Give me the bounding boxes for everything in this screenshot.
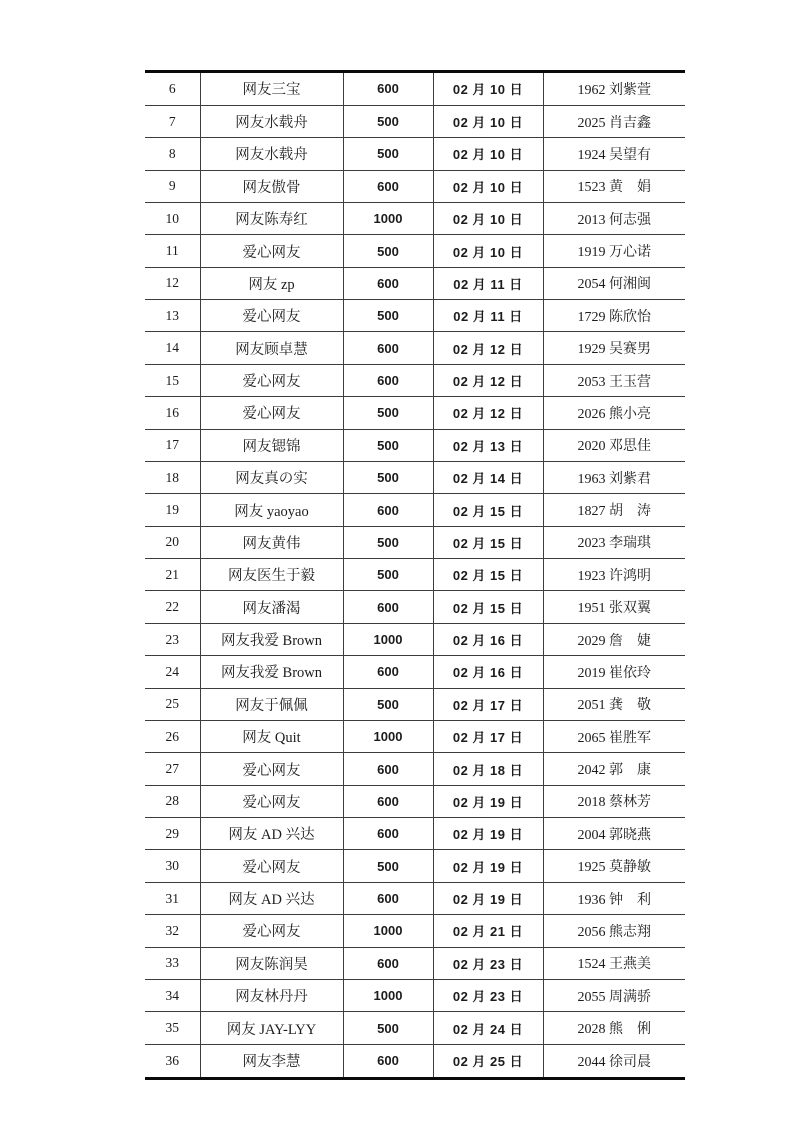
cell-recipient-name: 2025 肖吉鑫 [543,105,685,137]
cell-amount: 1000 [343,720,433,752]
cell-donor-name: 爱心网友 [200,915,343,947]
cell-row-number: 6 [145,72,200,106]
cell-date: 02 月 10 日 [433,170,543,202]
table-row [145,1012,685,1044]
cell-date: 02 月 10 日 [433,138,543,170]
cell-donor-name: 爱心网友 [200,785,343,817]
cell-amount: 600 [343,267,433,299]
table-row [145,494,685,526]
table-row [145,526,685,558]
cell-row-number: 25 [145,688,200,720]
cell-donor-name: 网友医生于毅 [200,559,343,591]
cell-amount: 600 [343,882,433,914]
cell-recipient-name: 2023 李瑞琪 [543,526,685,558]
cell-amount: 600 [343,364,433,396]
cell-amount: 500 [343,559,433,591]
cell-amount: 600 [343,785,433,817]
cell-donor-name: 网友傲骨 [200,170,343,202]
cell-row-number: 20 [145,526,200,558]
cell-date: 02 月 19 日 [433,785,543,817]
cell-date: 02 月 17 日 [433,720,543,752]
cell-donor-name: 网友 zp [200,267,343,299]
cell-amount: 500 [343,138,433,170]
table-row [145,235,685,267]
cell-amount: 600 [343,332,433,364]
cell-donor-name: 网友水载舟 [200,138,343,170]
cell-amount: 1000 [343,915,433,947]
cell-recipient-name: 1827 胡 涛 [543,494,685,526]
table-row [145,364,685,396]
cell-row-number: 23 [145,623,200,655]
cell-amount: 1000 [343,202,433,234]
donation-table [145,70,685,1080]
cell-donor-name: 网友林丹丹 [200,979,343,1011]
cell-row-number: 33 [145,947,200,979]
cell-amount: 600 [343,1044,433,1078]
cell-recipient-name: 1924 吴望有 [543,138,685,170]
cell-row-number: 9 [145,170,200,202]
cell-donor-name: 爱心网友 [200,235,343,267]
table-row [145,429,685,461]
table-row [145,170,685,202]
table-row [145,656,685,688]
table-row [145,688,685,720]
cell-row-number: 34 [145,979,200,1011]
cell-donor-name: 网友陈润昊 [200,947,343,979]
cell-recipient-name: 2019 崔依玲 [543,656,685,688]
cell-row-number: 8 [145,138,200,170]
cell-amount: 500 [343,397,433,429]
table-row [145,623,685,655]
cell-donor-name: 网友我爱 Brown [200,656,343,688]
cell-amount: 600 [343,947,433,979]
cell-recipient-name: 2028 熊 俐 [543,1012,685,1044]
cell-recipient-name: 2053 王玉营 [543,364,685,396]
cell-row-number: 22 [145,591,200,623]
cell-date: 02 月 24 日 [433,1012,543,1044]
cell-date: 02 月 12 日 [433,397,543,429]
cell-amount: 600 [343,72,433,106]
table-row [145,300,685,332]
table-row [145,915,685,947]
cell-date: 02 月 10 日 [433,72,543,106]
table-row [145,850,685,882]
cell-date: 02 月 25 日 [433,1044,543,1078]
cell-donor-name: 网友于佩佩 [200,688,343,720]
cell-date: 02 月 23 日 [433,979,543,1011]
cell-donor-name: 网友锶锦 [200,429,343,461]
cell-donor-name: 网友真の实 [200,461,343,493]
cell-recipient-name: 1524 王燕美 [543,947,685,979]
cell-donor-name: 爱心网友 [200,300,343,332]
cell-donor-name: 网友 JAY-LYY [200,1012,343,1044]
cell-date: 02 月 19 日 [433,882,543,914]
cell-row-number: 19 [145,494,200,526]
cell-date: 02 月 16 日 [433,656,543,688]
cell-recipient-name: 2055 周满骄 [543,979,685,1011]
cell-recipient-name: 1929 吴赛男 [543,332,685,364]
cell-row-number: 35 [145,1012,200,1044]
cell-recipient-name: 1523 黄 娟 [543,170,685,202]
table-row [145,559,685,591]
table-row [145,1044,685,1078]
cell-date: 02 月 15 日 [433,559,543,591]
donation-table-body [145,72,685,1079]
cell-date: 02 月 11 日 [433,300,543,332]
cell-recipient-name: 2029 詹 婕 [543,623,685,655]
cell-recipient-name: 2026 熊小亮 [543,397,685,429]
cell-row-number: 11 [145,235,200,267]
cell-donor-name: 网友黄伟 [200,526,343,558]
cell-date: 02 月 10 日 [433,235,543,267]
cell-amount: 500 [343,526,433,558]
cell-recipient-name: 2042 郭 康 [543,753,685,785]
cell-row-number: 30 [145,850,200,882]
cell-donor-name: 网友顾卓慧 [200,332,343,364]
table-row [145,785,685,817]
table-row [145,720,685,752]
cell-row-number: 14 [145,332,200,364]
cell-row-number: 21 [145,559,200,591]
cell-amount: 500 [343,850,433,882]
cell-donor-name: 网友 yaoyao [200,494,343,526]
cell-amount: 600 [343,656,433,688]
cell-donor-name: 网友潘渴 [200,591,343,623]
cell-amount: 500 [343,688,433,720]
cell-row-number: 29 [145,818,200,850]
cell-row-number: 10 [145,202,200,234]
cell-amount: 500 [343,235,433,267]
cell-donor-name: 网友水载舟 [200,105,343,137]
cell-row-number: 15 [145,364,200,396]
cell-recipient-name: 1923 许鸿明 [543,559,685,591]
table-row [145,753,685,785]
table-row [145,332,685,364]
table-row [145,882,685,914]
cell-row-number: 7 [145,105,200,137]
cell-amount: 600 [343,753,433,785]
cell-row-number: 36 [145,1044,200,1078]
cell-date: 02 月 15 日 [433,591,543,623]
cell-recipient-name: 1962 刘紫萱 [543,72,685,106]
cell-date: 02 月 19 日 [433,850,543,882]
table-row [145,979,685,1011]
cell-recipient-name: 2051 龚 敬 [543,688,685,720]
cell-date: 02 月 10 日 [433,202,543,234]
cell-row-number: 26 [145,720,200,752]
table-row [145,72,685,106]
cell-amount: 1000 [343,979,433,1011]
cell-row-number: 27 [145,753,200,785]
cell-date: 02 月 15 日 [433,494,543,526]
cell-date: 02 月 23 日 [433,947,543,979]
cell-recipient-name: 2044 徐司晨 [577,1054,651,1070]
table-row [145,397,685,429]
cell-recipient-name: 1729 陈欣怡 [543,300,685,332]
cell-date: 02 月 21 日 [433,915,543,947]
cell-row-number: 16 [145,397,200,429]
table-row [145,818,685,850]
cell-recipient-name: 2056 熊志翔 [543,915,685,947]
cell-recipient-name: 2004 郭晓燕 [543,818,685,850]
cell-recipient-name: 2018 蔡林芳 [543,785,685,817]
cell-amount: 500 [343,461,433,493]
table-row [145,202,685,234]
cell-recipient-name: 1951 张双翼 [543,591,685,623]
cell-donor-name: 网友 Quit [200,720,343,752]
table-row [145,591,685,623]
cell-donor-name: 爱心网友 [200,397,343,429]
cell-amount: 1000 [343,623,433,655]
cell-date: 02 月 12 日 [433,332,543,364]
cell-date: 02 月 16 日 [433,623,543,655]
cell-date: 02 月 13 日 [433,429,543,461]
cell-row-number: 24 [145,656,200,688]
table-row [145,138,685,170]
cell-donor-name: 网友李慧 [200,1044,343,1078]
cell-recipient-name: 1919 万心诺 [543,235,685,267]
cell-donor-name: 网友 AD 兴达 [200,818,343,850]
cell-amount: 500 [343,300,433,332]
cell-date: 02 月 18 日 [433,753,543,785]
cell-amount: 600 [343,591,433,623]
cell-recipient-name: 2065 崔胜军 [543,720,685,752]
cell-date: 02 月 14 日 [433,461,543,493]
cell-donor-name: 网友陈寿红 [200,202,343,234]
table-row [145,461,685,493]
cell-donor-name: 网友三宝 [200,72,343,106]
cell-recipient-name: 1963 刘紫君 [543,461,685,493]
table-row [145,267,685,299]
cell-row-number: 32 [145,915,200,947]
cell-date: 02 月 10 日 [433,105,543,137]
cell-amount: 500 [343,105,433,137]
cell-date: 02 月 11 日 [433,267,543,299]
cell-row-number: 31 [145,882,200,914]
cell-date: 02 月 17 日 [433,688,543,720]
cell-amount: 600 [343,818,433,850]
cell-date: 02 月 12 日 [433,364,543,396]
cell-recipient-name: 2054 何湘闽 [543,267,685,299]
cell-amount: 500 [343,1012,433,1044]
cell-recipient-name: 2020 邓思佳 [543,429,685,461]
cell-date: 02 月 19 日 [433,818,543,850]
cell-row-number: 17 [145,429,200,461]
cell-row-number: 12 [145,267,200,299]
cell-amount: 500 [343,429,433,461]
cell-recipient-name: 2013 何志强 [543,202,685,234]
cell-donor-name: 爱心网友 [200,753,343,785]
cell-row-number: 18 [145,461,200,493]
cell-amount: 600 [343,170,433,202]
cell-date: 02 月 15 日 [433,526,543,558]
cell-recipient-name: 1925 莫静敏 [543,850,685,882]
table-row [145,105,685,137]
cell-row-number: 28 [145,785,200,817]
cell-donor-name: 网友 AD 兴达 [200,882,343,914]
cell-row-number: 13 [145,300,200,332]
cell-recipient-name: 1936 钟 利 [543,882,685,914]
cell-donor-name: 网友我爱 Brown [200,623,343,655]
cell-donor-name: 爱心网友 [200,364,343,396]
cell-donor-name: 爱心网友 [200,850,343,882]
table-row [145,947,685,979]
cell-amount: 600 [343,494,433,526]
